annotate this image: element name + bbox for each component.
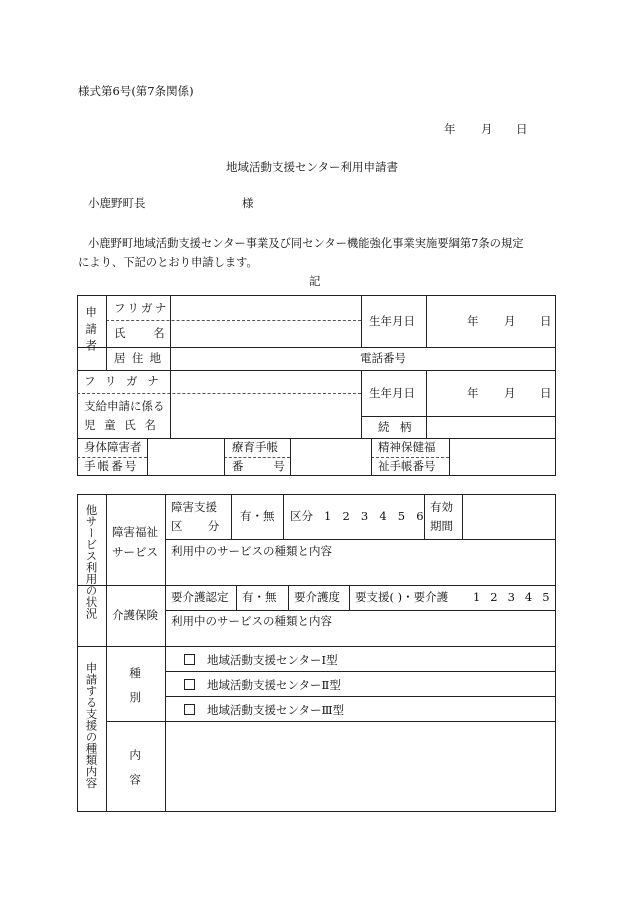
child-birthdate-label: 生年月日 bbox=[369, 386, 415, 400]
checkbox-icon bbox=[184, 679, 195, 690]
care-yes-no: 有・無 bbox=[242, 590, 277, 604]
valid-period-line-2: 期間 bbox=[430, 519, 453, 533]
child-name-line-2: 児童氏名 bbox=[84, 418, 165, 432]
content-label: 内容 bbox=[128, 749, 143, 798]
birthdate-label: 生年月日 bbox=[369, 314, 415, 328]
child-birth-day: 日 bbox=[540, 386, 552, 400]
disability-yes-no: 有・無 bbox=[240, 509, 275, 523]
care-certification-label: 要介護認定 bbox=[171, 590, 229, 604]
disability-book-line-2: 手帳番号 bbox=[84, 459, 139, 473]
relation-label: 続柄 bbox=[378, 420, 422, 434]
ryoiku-line-2: 番号 bbox=[232, 459, 315, 473]
type-option-1: 地域活動支援センターⅠ型 bbox=[184, 654, 338, 667]
child-birth-year: 年 bbox=[467, 386, 479, 400]
date-day: 日 bbox=[516, 122, 528, 136]
class-options: 1 2 3 4 5 6 bbox=[324, 509, 424, 523]
care-insurance-label: 介護保険 bbox=[112, 608, 158, 622]
mental-book-line-1: 精神保健福 bbox=[378, 440, 436, 454]
form-number: 様式第6号(第7条関係) bbox=[78, 84, 194, 98]
care-level-label: 要介護度 bbox=[294, 590, 340, 604]
date-month: 月 bbox=[481, 122, 493, 136]
child-name-line-1: 支給申請に係る bbox=[84, 399, 165, 413]
welfare-service-line-1: 障害福祉 bbox=[112, 525, 158, 539]
ryoiku-line-1: 療育手帳 bbox=[232, 440, 278, 454]
disability-class-line-1: 障害支援 bbox=[171, 500, 217, 514]
valid-period-line-1: 有効 bbox=[430, 500, 453, 514]
other-services-label: 他サービス利用の状況 bbox=[84, 504, 99, 619]
welfare-service-line-2: サービス bbox=[112, 545, 158, 559]
body-line-2: により、下記のとおり申請します。 bbox=[78, 256, 258, 269]
honorific: 様 bbox=[242, 196, 254, 210]
birth-month: 月 bbox=[504, 314, 516, 328]
child-birth-month: 月 bbox=[504, 386, 516, 400]
type-label: 種別 bbox=[128, 667, 143, 716]
address-label: 居住地 bbox=[114, 351, 168, 365]
addressee: 小鹿野町長 bbox=[88, 196, 146, 210]
care-service-details: 利用中のサービスの種類と内容 bbox=[171, 614, 332, 628]
type-option-3: 地域活動支援センターⅢ型 bbox=[184, 704, 344, 717]
class-label: 区分 bbox=[290, 509, 313, 523]
welfare-service-details: 利用中のサービスの種類と内容 bbox=[171, 544, 332, 558]
child-furigana-label: フリガナ bbox=[84, 374, 169, 388]
date-year: 年 bbox=[444, 122, 456, 136]
checkbox-icon bbox=[184, 654, 195, 665]
furigana-label: フリガナ bbox=[114, 301, 169, 315]
care-support-label: 要支援( )・要介護 bbox=[355, 590, 449, 604]
requested-support-label: 申請する支援の種類内容 bbox=[84, 662, 99, 789]
checkbox-icon bbox=[184, 704, 195, 715]
type-option-2: 地域活動支援センターⅡ型 bbox=[184, 679, 341, 692]
ki-label: 記 bbox=[309, 274, 321, 288]
disability-book-line-1: 身体障害者 bbox=[84, 440, 142, 454]
phone-label: 電話番号 bbox=[360, 351, 406, 365]
care-options: 1 2 3 4 5 bbox=[473, 590, 550, 604]
body-line-1: 小鹿野町地域活動支援センター事業及び同センター機能強化事業実施要綱第7条の規定 bbox=[88, 237, 524, 250]
birth-day: 日 bbox=[540, 314, 552, 328]
birth-year: 年 bbox=[467, 314, 479, 328]
mental-book-line-2: 祉手帳番号 bbox=[378, 459, 436, 473]
page-title: 地域活動支援センター利用申請書 bbox=[226, 160, 399, 174]
name-label: 氏名 bbox=[114, 326, 193, 340]
applicant-label: 申請者 bbox=[84, 306, 99, 357]
disability-class-line-2: 区分 bbox=[171, 519, 245, 533]
